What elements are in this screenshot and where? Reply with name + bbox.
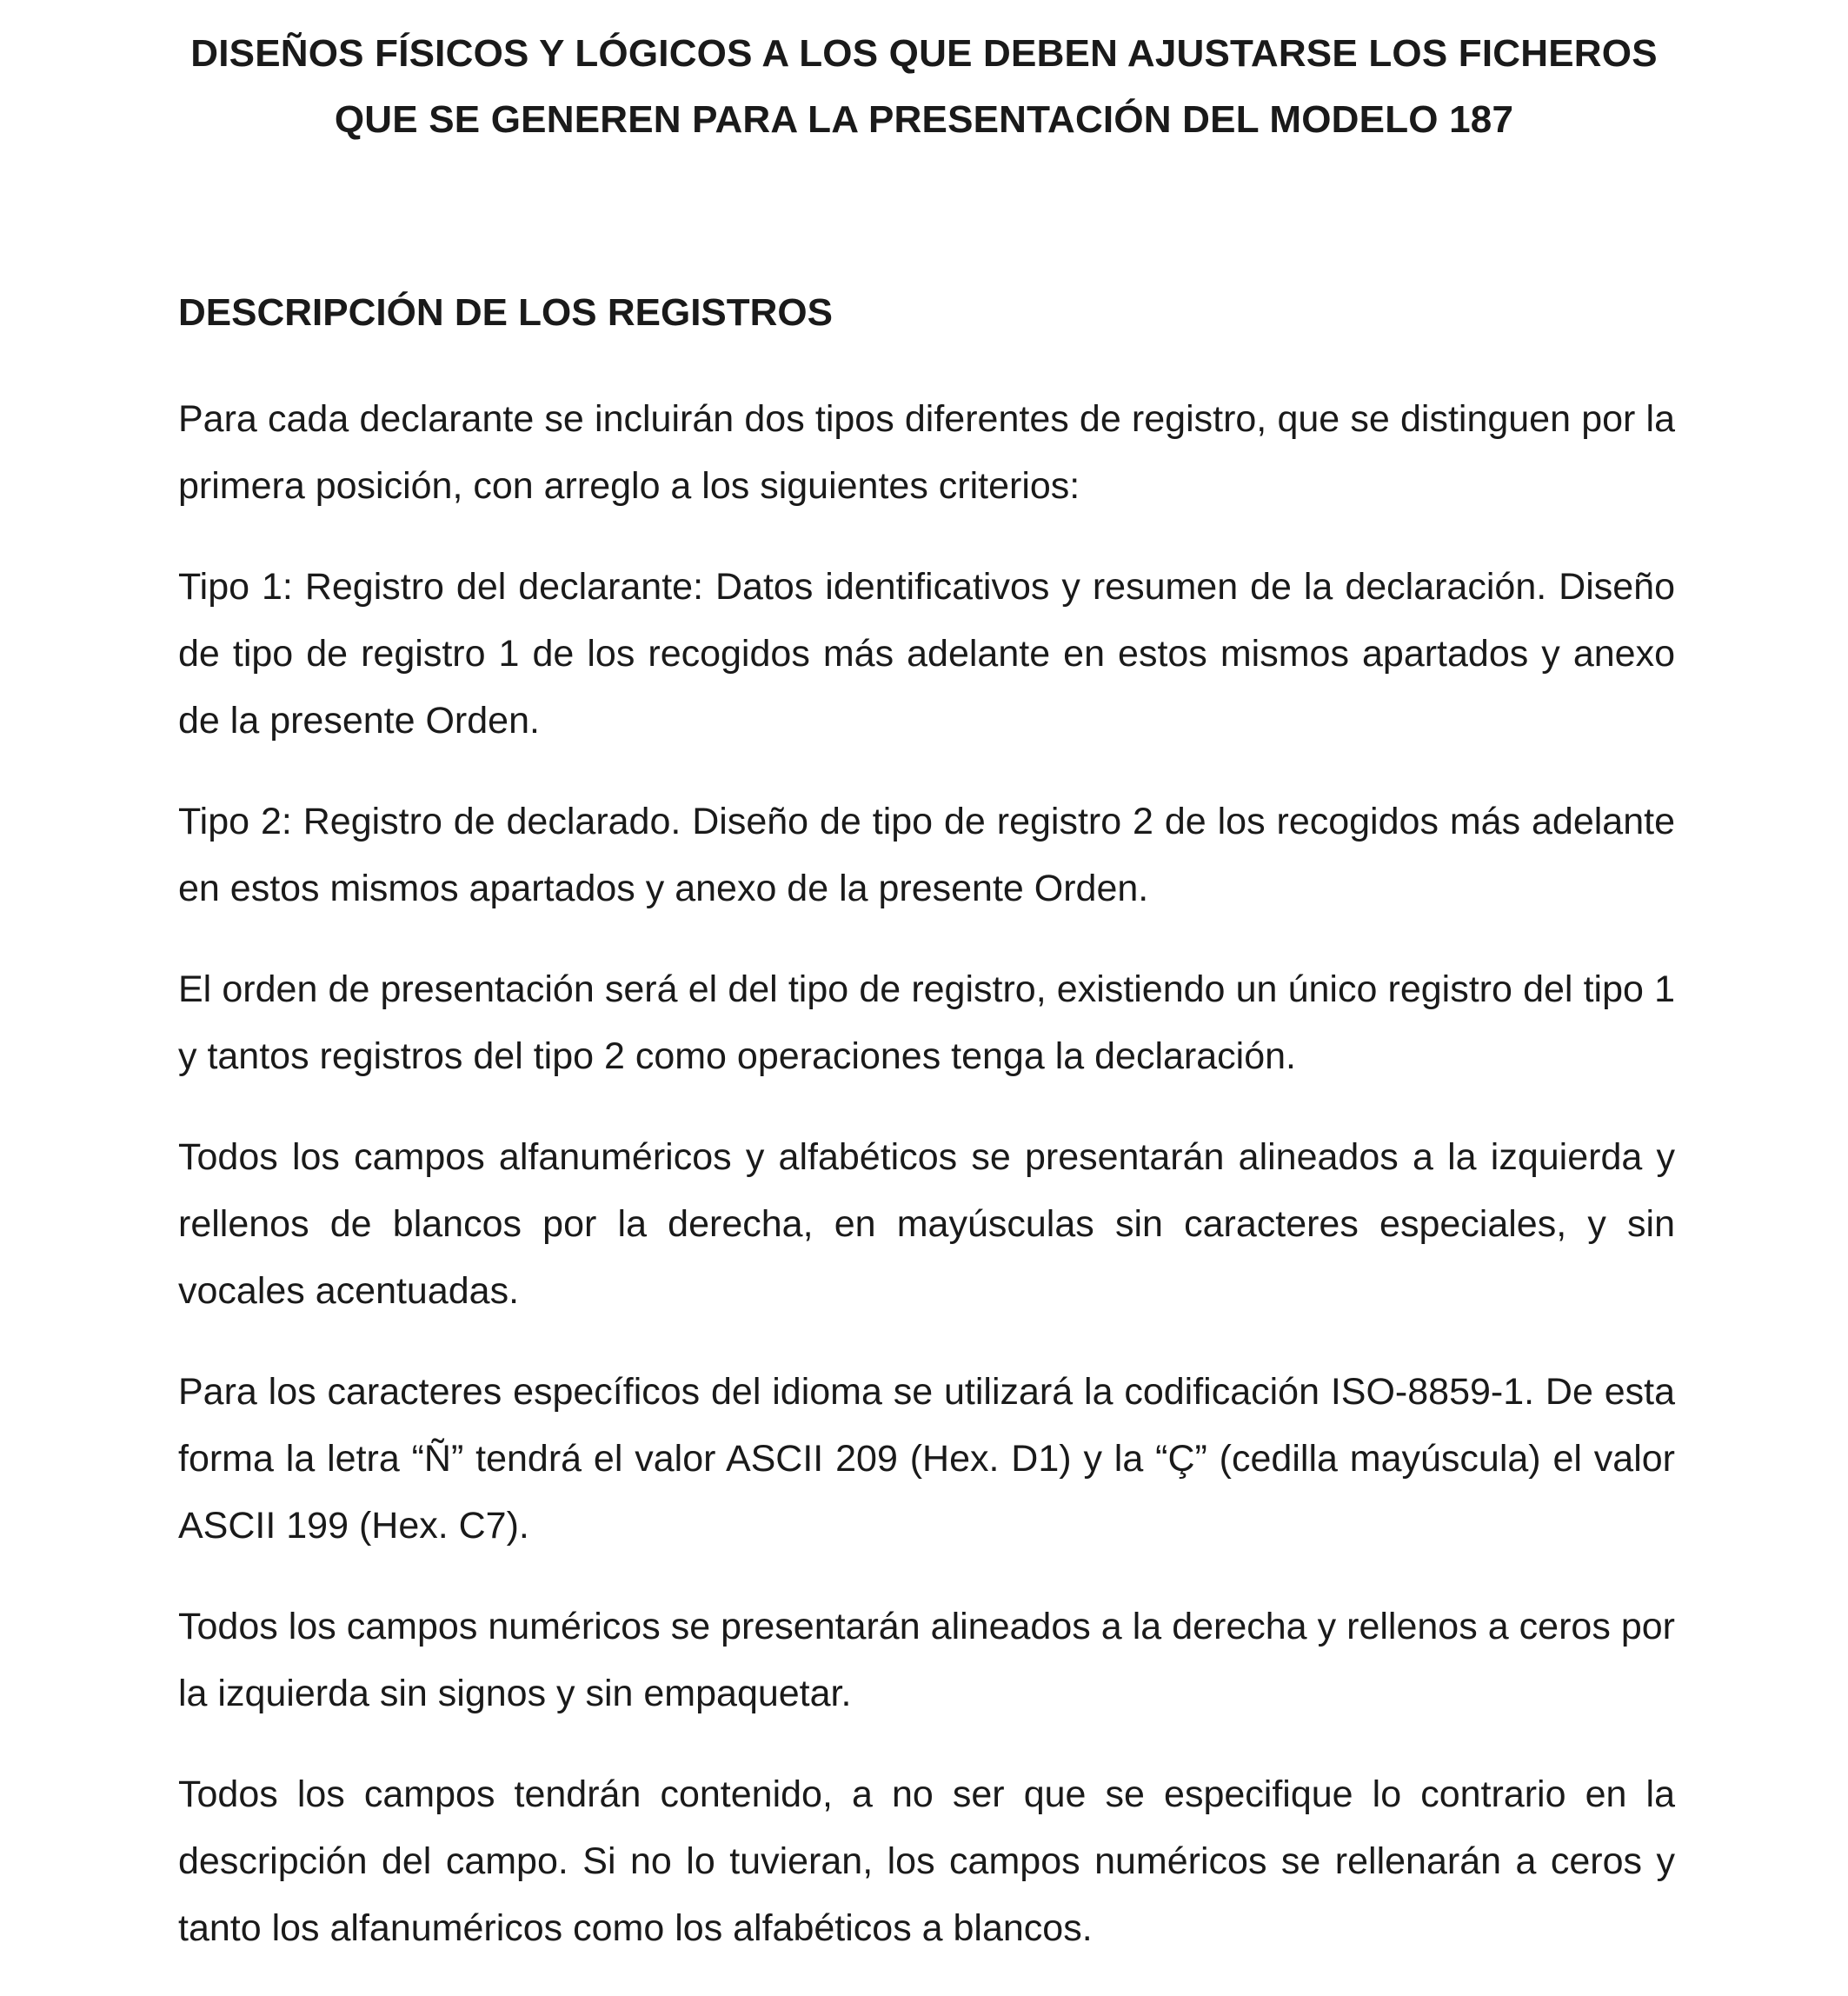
paragraph: Para cada declarante se incluirán dos tipos diferentes de registro, que se distinguen por la primera posición, con arreglo a los siguientes criterios: xyxy=(178,398,1675,507)
paragraph: Para los caracteres específicos del idioma se utilizará la codificación ISO-8859-1. De esta forma la letra “Ñ” tendrá el valor ASCII 209 (Hex. D1) y la “Ç” (cedilla mayúscula) el valor ASCII 199 (Hex. C7). xyxy=(178,1371,1675,1547)
paragraph: Tipo 1: Registro del declarante: Datos identificativos y resumen de la declaración. Diseño de tipo de registro 1 de los recogidos más adelante en estos mismos apartados y anexo de la presente Orden. xyxy=(178,566,1675,742)
body-text xyxy=(178,386,1675,1996)
document-title-line: DISEÑOS FÍSICOS Y LÓGICOS A LOS QUE DEBEN AJUSTARSE LOS FICHEROS xyxy=(190,32,1658,75)
paragraph: Todos los campos alfanuméricos y alfabéticos se presentarán alineados a la izquierda y rellenos de blancos por la derecha, en mayúsculas sin caracteres especiales, y sin vocales acentuadas. xyxy=(178,1136,1675,1312)
paragraph: Tipo 2: Registro de declarado. Diseño de tipo de registro 2 de los recogidos más adelante en estos mismos apartados y anexo de la presente Orden. xyxy=(178,801,1675,909)
paragraph: El orden de presentación será el del tipo de registro, existiendo un único registro del tipo 1 y tantos registros del tipo 2 como operaciones tenga la declaración. xyxy=(178,968,1675,1077)
document-title-line: QUE SE GENEREN PARA LA PRESENTACIÓN DEL MODELO 187 xyxy=(334,98,1514,141)
paragraph: Todos los campos numéricos se presentarán alineados a la derecha y rellenos a ceros por la izquierda sin signos y sin empaquetar. xyxy=(178,1606,1675,1714)
document-title xyxy=(130,21,1718,153)
paragraph: Todos los campos tendrán contenido, a no ser que se especifique lo contrario en la descripción del campo. Si no lo tuvieran, los campos numéricos se rellenarán a ceros y tanto los alfanuméricos como los alfabéticos a blancos. xyxy=(178,1773,1675,1949)
section-heading: DESCRIPCIÓN DE LOS REGISTROS xyxy=(178,291,833,334)
